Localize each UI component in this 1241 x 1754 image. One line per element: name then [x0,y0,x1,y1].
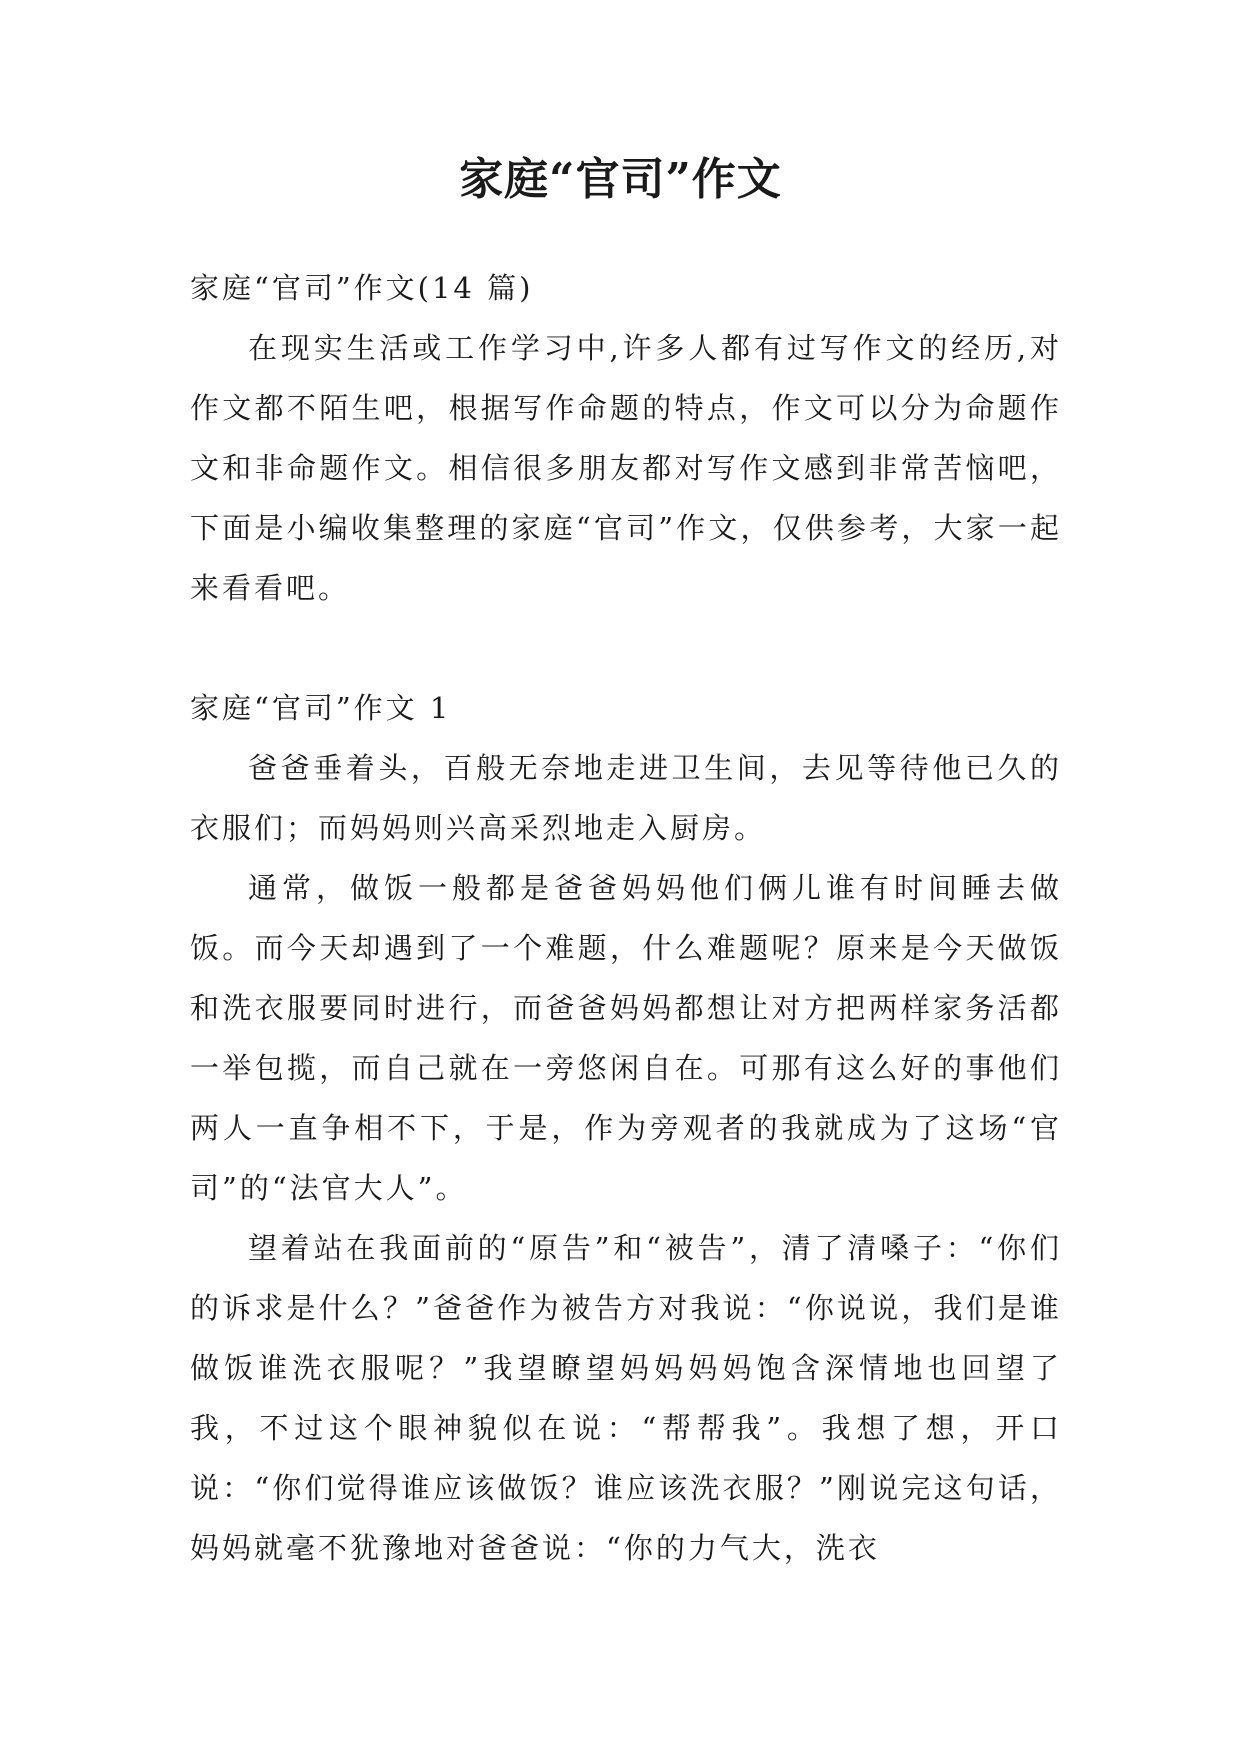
section-spacer [190,618,1062,678]
body-paragraph-1: 爸爸垂着头，百般无奈地走进卫生间，去见等待他已久的衣服们；而妈妈则兴高采烈地走入厨房。 [190,751,1062,845]
section-heading: 家庭“官司”作文 1 [190,691,452,725]
body-paragraph-2: 通常，做饭一般都是爸爸妈妈他们俩儿谁有时间睡去做饭。而今天却遇到了一个难题，什么难题呢？原来是今天做饭和洗衣服要同时进行，而爸爸妈妈都想让对方把两样家务活都一举包揽，而自己就在一旁悠闲自在。可那有这么好的事他们两人一直争相不下，于是，作为旁观者的我就成为了这场“官司”的“法官大人”。 [190,871,1062,1205]
document-body [190,258,1062,1578]
document-subtitle: 家庭“官司”作文(14 篇) [190,271,534,305]
document-title: 家庭“官司”作文 [459,154,782,205]
body-paragraph-3: 望着站在我面前的“原告”和“被告”，清了清嗓子：“你们的诉求是什么？”爸爸作为被告方对我说：“你说说，我们是谁做饭谁洗衣服呢？”我望瞭望妈妈妈妈饱含深情地也回望了我，不过这个眼神貌似在说：“帮帮我”。我想了想，开口说：“你们觉得谁应该做饭？谁应该洗衣服？”刚说完这句话，妈妈就毫不犹豫地对爸爸说：“你的力气大，洗衣 [190,1231,1062,1565]
intro-paragraph: 在现实生活或工作学习中,许多人都有过写作文的经历,对作文都不陌生吧，根据写作命题的特点，作文可以分为命题作文和非命题作文。相信很多朋友都对写作文感到非常苦恼吧，下面是小编收集整理的家庭“官司”作文，仅供参考，大家一起来看看吧。 [190,331,1062,605]
